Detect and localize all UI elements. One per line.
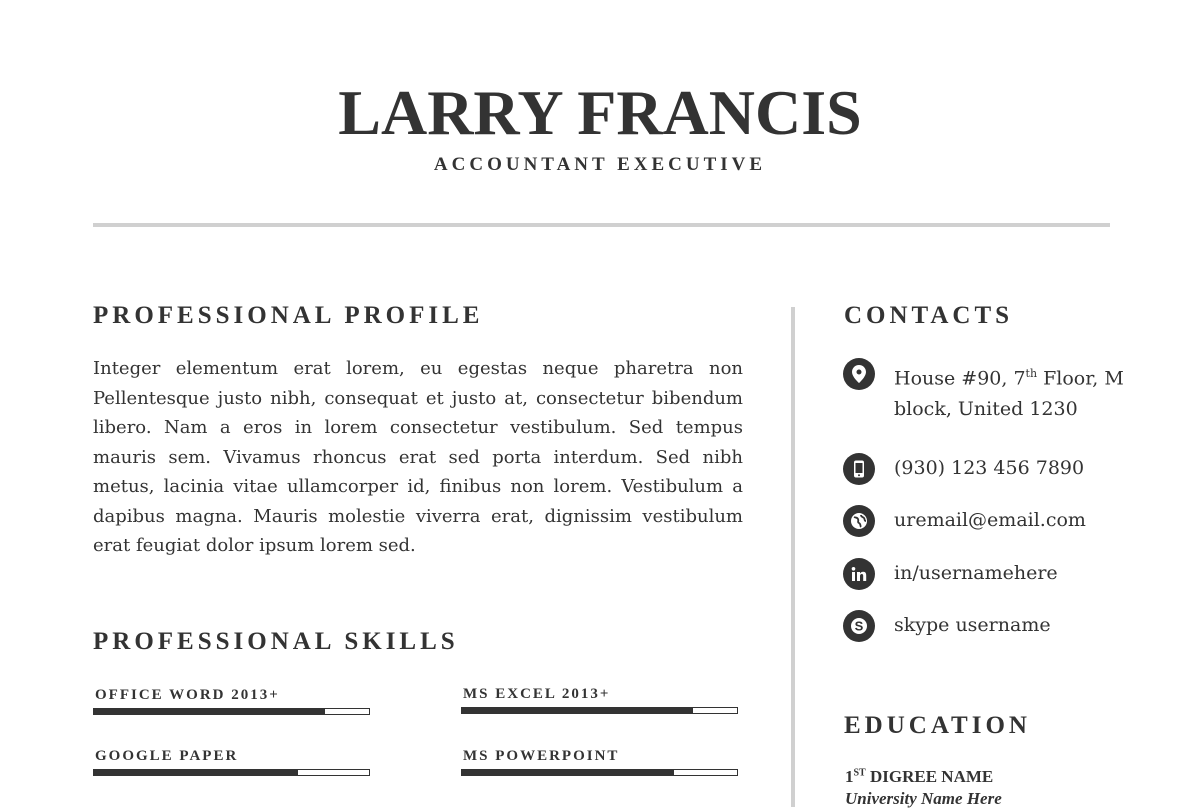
- profile-heading: PROFESSIONAL PROFILE: [93, 302, 484, 329]
- contact-email: [843, 505, 1143, 537]
- degree-sup: ST: [853, 767, 866, 779]
- skill-bar: [93, 708, 370, 715]
- contact-phone: [843, 453, 1143, 485]
- education-item: [845, 767, 1002, 809]
- skill-bar: [461, 707, 738, 714]
- column-divider: [791, 307, 795, 807]
- skill-bar-fill: [462, 708, 693, 713]
- skill-item: [93, 748, 370, 776]
- resume-header: [0, 78, 1200, 176]
- skill-item: [461, 748, 738, 776]
- degree-name: [845, 767, 1002, 787]
- skill-label: GOOGLE PAPER: [95, 748, 239, 764]
- skype-text: skype username: [894, 614, 1051, 636]
- university-name: University Name Here: [845, 789, 1002, 808]
- skill-bar-fill: [94, 709, 325, 714]
- degree-prefix: 1: [845, 767, 854, 786]
- linkedin-text: in/usernamehere: [894, 562, 1058, 584]
- skill-label: OFFICE WORD 2013+: [95, 687, 280, 703]
- mobile-phone-icon: [843, 453, 875, 485]
- contacts-heading: CONTACTS: [844, 302, 1014, 329]
- address-part: House #90, 7: [894, 367, 1026, 390]
- email-text: uremail@email.com: [894, 509, 1086, 531]
- skill-label: MS POWERPOINT: [463, 748, 620, 764]
- profile-text: Integer elementum erat lorem, eu egestas neque pharetra non Pellentesque justo nibh, consequat et justo at, consectetur bibendum libero. Nam a eros in lorem consectetur vestibulum. Sed tempus mauris sem. Vivamus rhoncus erat sed porta interdum. Sed nibh metus, lacinia vitae ullamcorper id, finibus non lorem. Vestibulum a dapibus magna. Mauris molestie viverra erat, dignissim vestibulum erat feugiat dolor ipsum lorem sed.: [93, 358, 743, 556]
- job-title: ACCOUNTANT EXECUTIVE: [433, 154, 767, 175]
- person-name: LARRY FRANCIS: [338, 77, 862, 148]
- location-pin-icon: [843, 358, 875, 390]
- contact-linkedin: [843, 558, 1143, 590]
- address-text: [894, 358, 1124, 425]
- skill-label: MS EXCEL 2013+: [463, 686, 611, 702]
- skill-bar-fill: [94, 770, 298, 775]
- skill-bar: [93, 769, 370, 776]
- address-part: Floor, M: [1037, 367, 1124, 390]
- skype-icon: [843, 610, 875, 642]
- contact-address: [843, 358, 1143, 425]
- address-sup: th: [1025, 367, 1038, 380]
- skill-item: [461, 686, 738, 714]
- education-heading: EDUCATION: [844, 712, 1031, 739]
- globe-icon: [843, 505, 875, 537]
- address-line2: block, United 1230: [894, 398, 1078, 421]
- skills-heading: PROFESSIONAL SKILLS: [93, 628, 459, 655]
- linkedin-icon: [843, 558, 875, 590]
- contact-skype: [843, 610, 1143, 642]
- degree-title: DIGREE NAME: [865, 767, 994, 786]
- header-divider: [93, 223, 1110, 227]
- skill-item: [93, 687, 370, 715]
- phone-text: (930) 123 456 7890: [894, 457, 1085, 479]
- skill-bar: [461, 769, 738, 776]
- skill-bar-fill: [462, 770, 674, 775]
- svg-text:S: S: [854, 618, 864, 634]
